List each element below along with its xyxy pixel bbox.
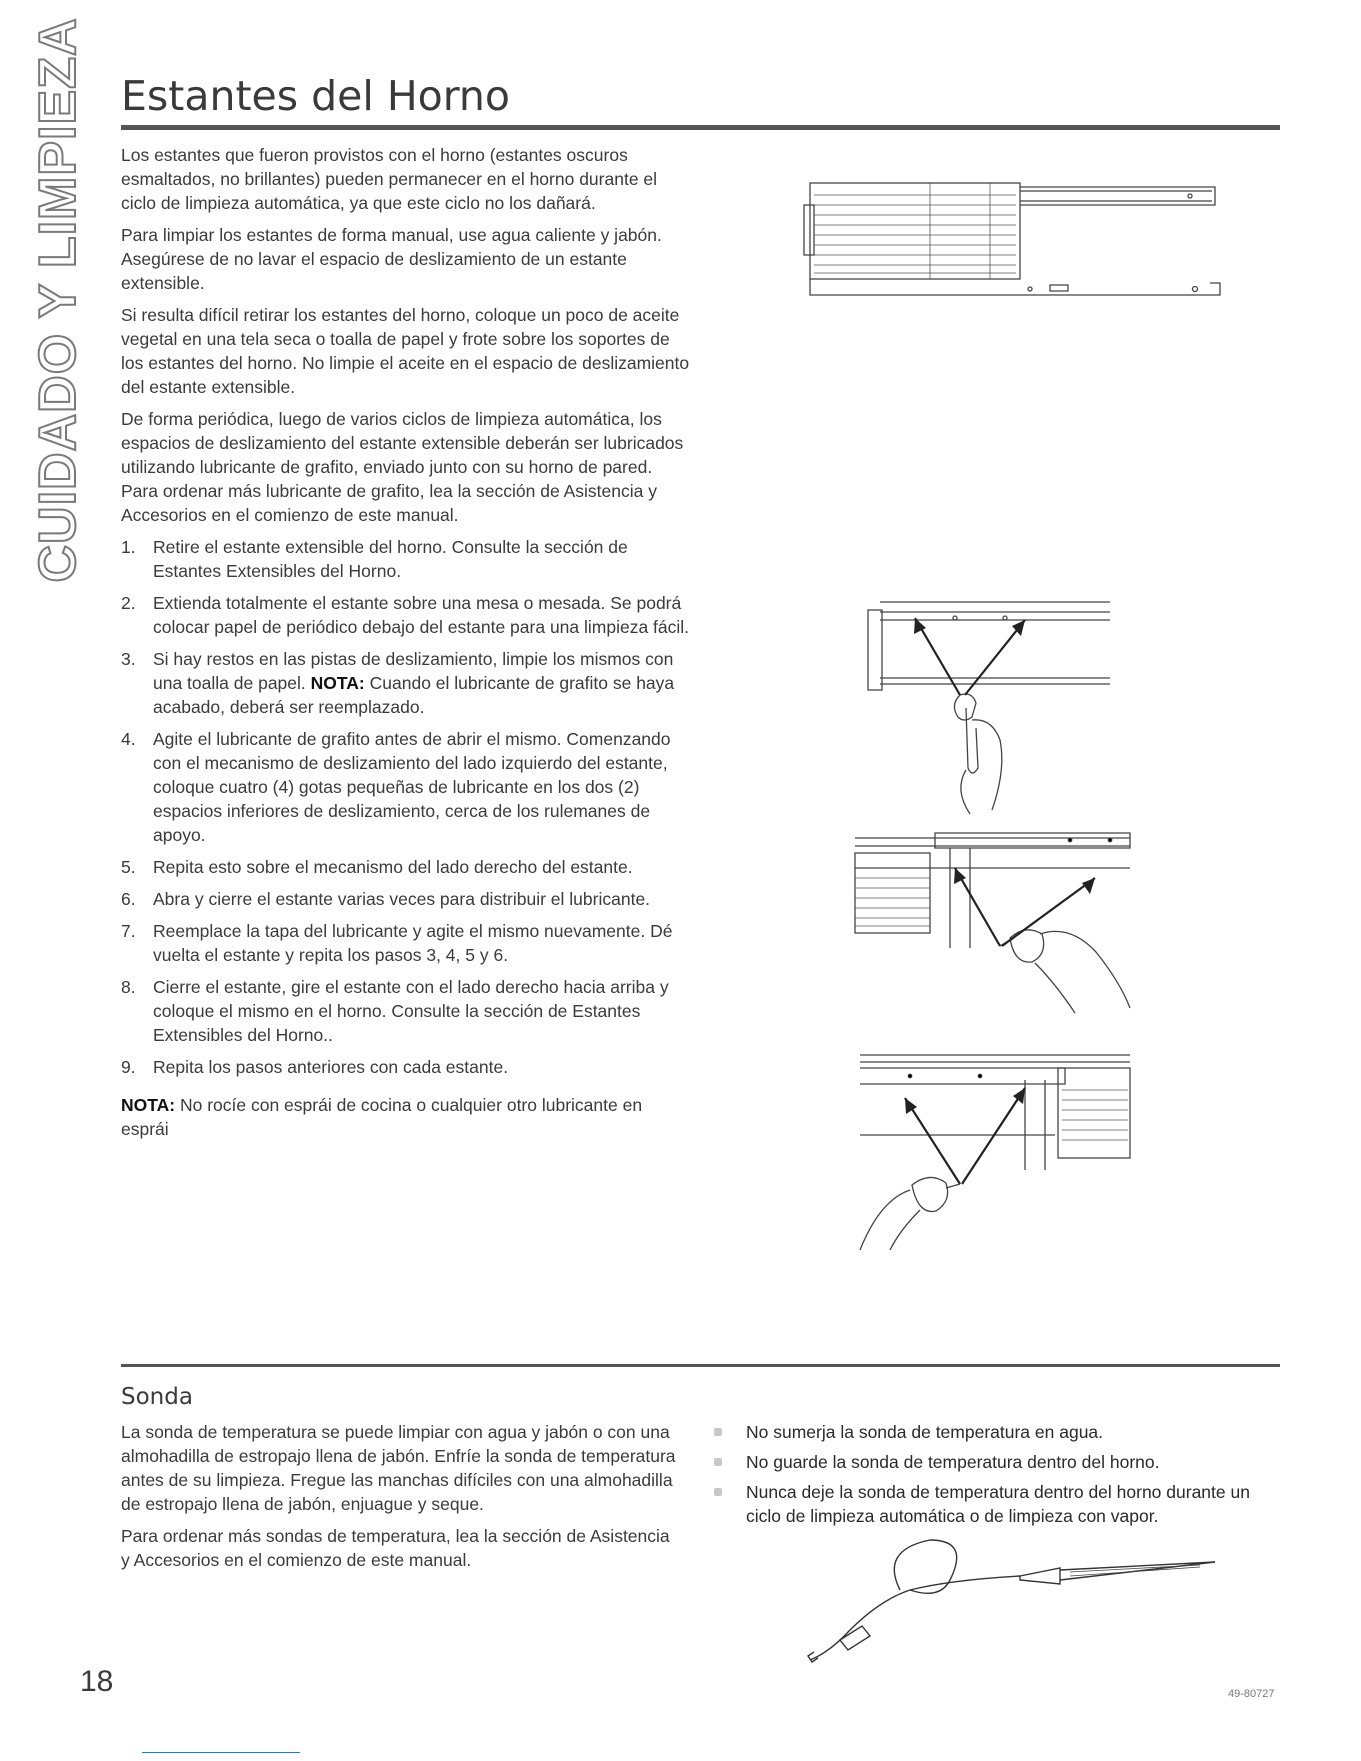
step-number: 8. <box>121 977 136 997</box>
intro-paragraph: Si resulta difícil retirar los estantes del horno, coloque un poco de aceite vegetal en una tela seca o toalla de papel y frote sobre los soportes de los estantes del horno. No limpie el aceite en el espacio de deslizamiento del estante extensible. <box>121 305 690 397</box>
intro-paragraph: Para limpiar los estantes de forma manual, use agua caliente y jabón. Asegúrese de no lavar el espacio de deslizamiento de un estante extensible. <box>121 225 662 293</box>
warning-item <box>700 1450 1280 1474</box>
step-number: 6. <box>121 889 136 909</box>
final-note-text: No rocíe con esprái de cocina o cualquier otro lubricante en esprái <box>121 1095 643 1139</box>
step-number: 4. <box>121 729 136 749</box>
step-item <box>121 855 691 879</box>
left-slide-lubricant-illustration <box>850 828 1150 1028</box>
intro-paragraph: Los estantes que fueron provistos con el horno (estantes oscuros esmaltados, no brillantes) pueden permanecer en el horno durante el ciclo de limpieza automática, ya que este ciclo no los dañará. <box>121 145 658 213</box>
step-item <box>121 647 691 719</box>
step-item <box>121 975 691 1047</box>
step-text: Repita esto sobre el mecanismo del lado derecho del estante. <box>153 857 633 877</box>
step-number: 2. <box>121 593 136 613</box>
step-text: Cierre el estante, gire el estante con el lado derecho hacia arriba y coloque el mismo en el horno. Consulte la sección de Estantes Extensibles del Horno.. <box>153 977 669 1045</box>
sonda-warnings-list <box>700 1420 1280 1534</box>
warning-text: Nunca deje la sonda de temperatura dentro del horno durante un ciclo de limpieza automática o de limpieza con vapor. <box>746 1482 1250 1526</box>
step-item <box>121 535 691 583</box>
sonda-paragraph: La sonda de temperatura se puede limpiar con agua y jabón o con una almohadilla de estropajo llena de jabón. Enfríe la sonda de temperatura antes de su limpieza. Fregue las manchas difíciles con una almohadilla de estropajo llena de jabón, enjuague y seque. <box>121 1422 676 1514</box>
document-code: 49-80727 <box>1228 1688 1275 1700</box>
step-item <box>121 887 691 911</box>
step-item <box>121 591 691 639</box>
step-text: Abra y cierre el estante varias veces para distribuir el lubricante. <box>153 889 651 909</box>
temperature-probe-illustration <box>800 1520 1230 1670</box>
note-label: NOTA: <box>310 673 365 693</box>
step-text: Repita los pasos anteriores con cada estante. <box>153 1057 509 1077</box>
cleaning-steps-list <box>121 535 691 1079</box>
bullet-icon <box>714 1488 722 1496</box>
step-number: 7. <box>121 921 136 941</box>
slide-cleaning-illustration <box>860 600 1130 815</box>
step-text: Retire el estante extensible del horno. Consulte la sección de Estantes Extensibles del Horno. <box>153 537 628 581</box>
side-section-tab <box>26 17 90 583</box>
sonda-paragraph: Para ordenar más sondas de temperatura, lea la sección de Asistencia y Accesorios en el comienzo de este manual. <box>121 1526 670 1570</box>
sonda-text-column <box>121 1420 681 1580</box>
step-number: 1. <box>121 537 136 557</box>
page-number: 18 <box>80 1665 114 1698</box>
right-slide-lubricant-illustration <box>850 1050 1150 1250</box>
warning-text: No sumerja la sonda de temperatura en agua. <box>746 1422 1104 1442</box>
title-rule <box>121 125 1280 130</box>
extended-shelf-illustration <box>800 175 1230 315</box>
main-text-column <box>121 143 691 1149</box>
section-rule <box>121 1364 1280 1367</box>
step-item <box>121 919 691 967</box>
step-number: 9. <box>121 1057 136 1077</box>
step-number: 5. <box>121 857 136 877</box>
final-note <box>121 1093 691 1141</box>
step-text: Si hay restos en las pistas de deslizamiento, limpie los mismos con una toalla de papel. <box>153 649 674 693</box>
intro-paragraph: De forma periódica, luego de varios ciclos de limpieza automática, los espacios de deslizamiento del estante extensible deberán ser lubricados utilizando lubricante de grafito, enviado junto con su horno de pared. Para ordenar más lubricante de grafito, lea la sección de Asistencia y Accesorios en el comienzo de este manual. <box>121 409 684 525</box>
note-label: NOTA: <box>121 1095 176 1115</box>
step-number: 3. <box>121 649 136 669</box>
footer-link-underline <box>142 1752 300 1753</box>
bullet-icon <box>714 1458 722 1466</box>
step-item <box>121 1055 691 1079</box>
warning-text: No guarde la sonda de temperatura dentro del horno. <box>746 1452 1160 1472</box>
step-text: Reemplace la tapa del lubricante y agite el mismo nuevamente. Dé vuelta el estante y repita los pasos 3, 4, 5 y 6. <box>153 921 673 965</box>
step-note-text: Cuando el lubricante de grafito se haya acabado, deberá ser reemplazado. <box>153 673 675 717</box>
page-title: Estantes del Horno <box>121 72 510 120</box>
bullet-icon <box>714 1428 722 1436</box>
section-title-sonda: Sonda <box>121 1384 193 1410</box>
warning-item <box>700 1420 1280 1444</box>
step-text: Extienda totalmente el estante sobre una mesa o mesada. Se podrá colocar papel de periódico debajo del estante para una limpieza fácil. <box>153 593 690 637</box>
step-item <box>121 727 691 847</box>
step-text: Agite el lubricante de grafito antes de abrir el mismo. Comenzando con el mecanismo de deslizamiento del lado izquierdo del estante, coloque cuatro (4) gotas pequeñas de lubricante en los dos (2) espacios inferiores de deslizamiento, cerca de los rulemanes de apoyo. <box>153 729 671 845</box>
side-section-tab-label: CUIDADO Y LIMPIEZA <box>29 17 87 583</box>
